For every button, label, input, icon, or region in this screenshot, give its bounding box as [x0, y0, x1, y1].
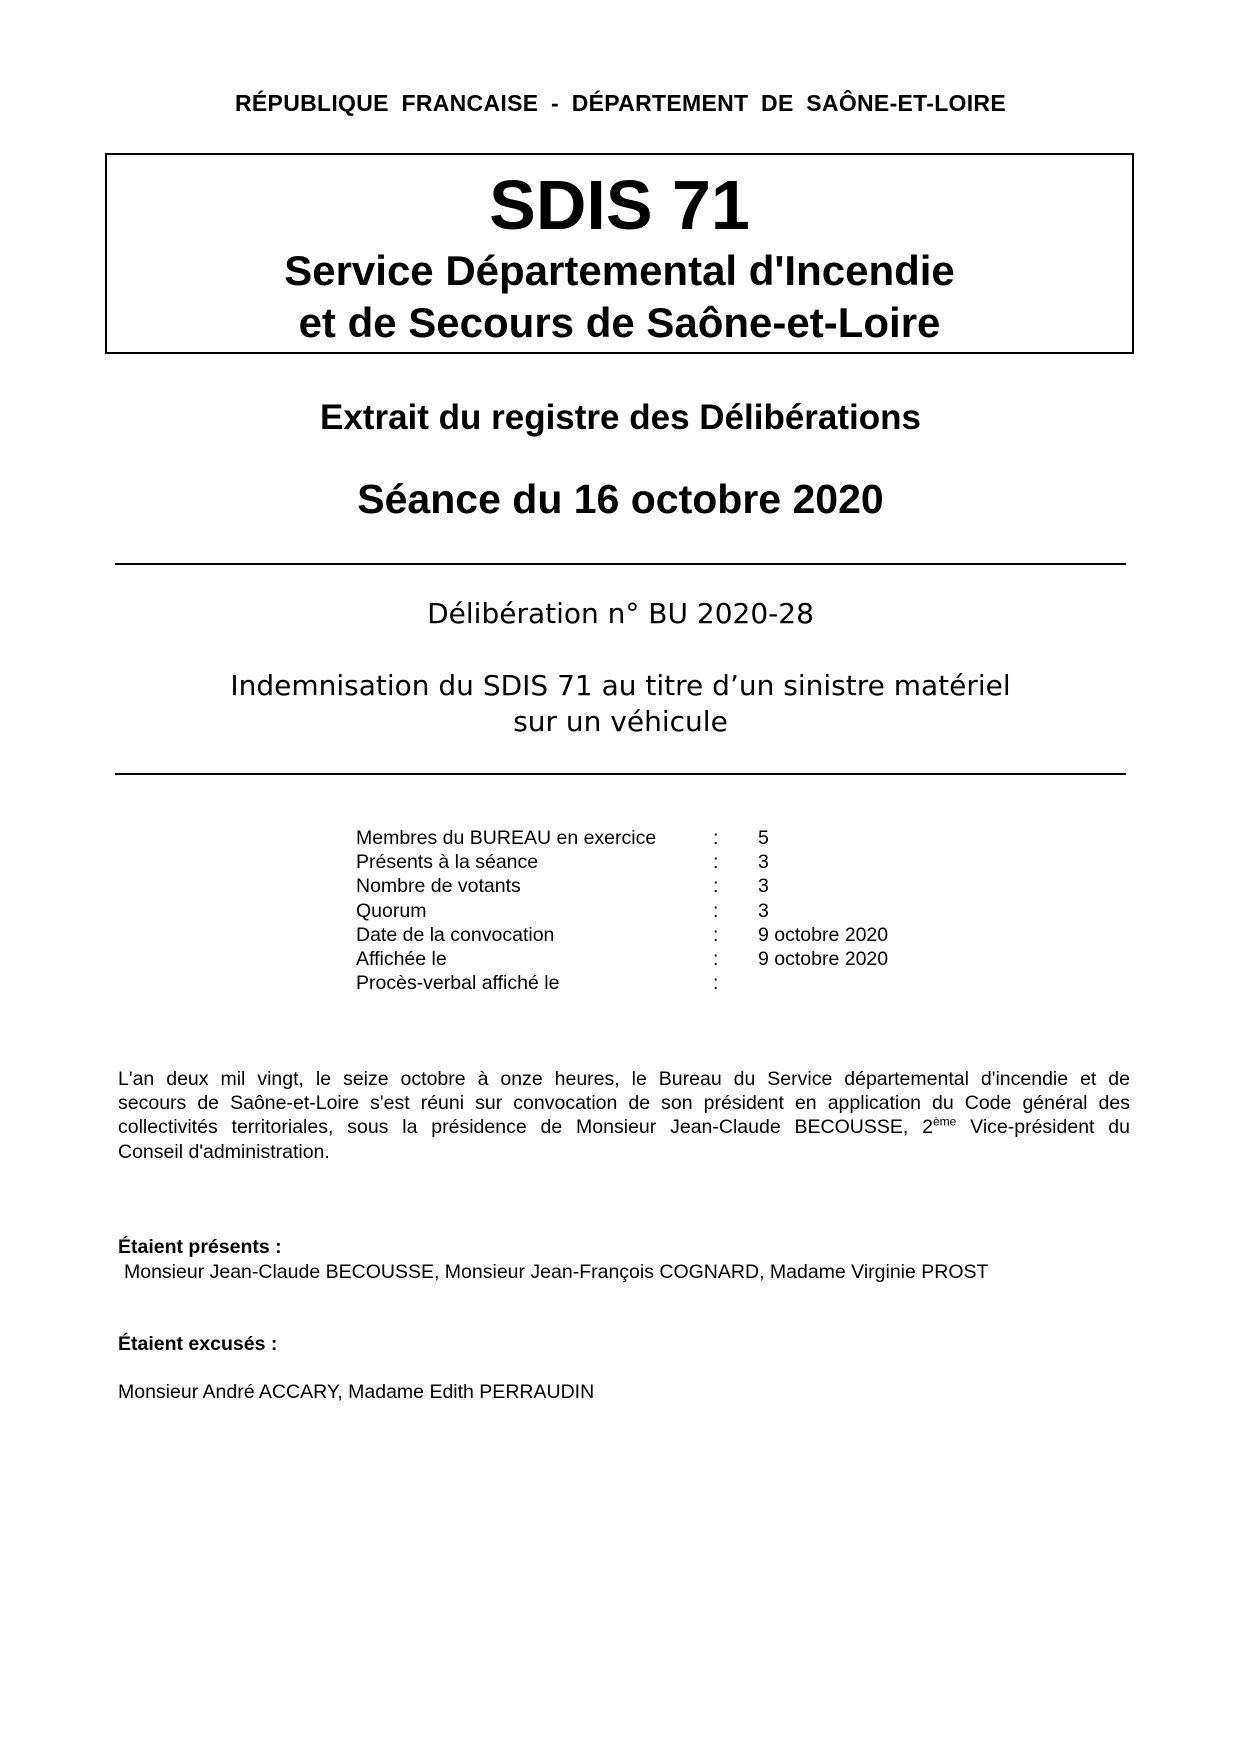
- summary-colon: :: [713, 827, 719, 849]
- summary-value: 3: [758, 875, 769, 898]
- deliberation-number: Délibération n° BU 2020-28: [427, 597, 814, 630]
- preamble-text: collectivités territoriales, sous la présidence de Monsieur Jean-Claude BECOUSSE, 2: [118, 1116, 933, 1139]
- summary-label: Quorum: [356, 899, 427, 922]
- summary-colon: :: [713, 851, 719, 874]
- summary-row: [356, 874, 916, 898]
- summary-colon: :: [713, 972, 719, 995]
- summary-value: 9 octobre 2020: [758, 923, 889, 946]
- summary-label: Membres du BUREAU en exercice: [356, 827, 657, 849]
- preamble-line: [118, 1115, 1130, 1139]
- summary-value: 5: [758, 827, 769, 849]
- title-box: [105, 153, 1134, 354]
- summary-row: [356, 899, 916, 923]
- presents-heading: Étaient présents :: [118, 1236, 282, 1258]
- organization-name-line2: et de Secours de Saône-et-Loire: [298, 299, 941, 346]
- summary-row: [356, 923, 916, 947]
- organization-title: SDIS 71: [489, 166, 750, 244]
- subject-line: Indemnisation du SDIS 71 au titre d’un sinistre matériel: [230, 669, 1011, 702]
- summary-value: 3: [758, 899, 769, 922]
- summary-label: Affichée le: [356, 947, 447, 970]
- excuses-heading: Étaient excusés :: [118, 1333, 278, 1355]
- divider-bottom: [115, 773, 1126, 775]
- preamble-line: Conseil d'administration.: [118, 1140, 330, 1163]
- republic-header: RÉPUBLIQUE FRANCAISE - DÉPARTEMENT DE SAÔNE-ET-LOIRE: [235, 90, 1006, 116]
- ordinal-superscript: ème: [932, 1114, 957, 1129]
- attendance-summary: [356, 826, 916, 995]
- organization-name-line1: Service Départemental d'Incendie: [284, 247, 955, 294]
- excuses-names: Monsieur André ACCARY, Madame Edith PERRAUDIN: [118, 1381, 595, 1403]
- summary-value: 9 octobre 2020: [758, 947, 889, 970]
- summary-label: Présents à la séance: [356, 851, 539, 874]
- summary-colon: :: [713, 899, 719, 922]
- summary-colon: :: [713, 875, 719, 898]
- session-date-heading: Séance du 16 octobre 2020: [357, 476, 884, 522]
- summary-row: [356, 947, 916, 971]
- presents-names: Monsieur Jean-Claude BECOUSSE, Monsieur Jean-François COGNARD, Madame Virginie PROST: [124, 1261, 989, 1283]
- summary-row: [356, 826, 916, 850]
- preamble-line: L'an deux mil vingt, le seize octobre à onze heures, le Bureau du Service départemental d'incendie et de: [118, 1068, 1130, 1090]
- preamble-paragraph: [118, 1067, 1130, 1164]
- summary-value: 3: [758, 851, 769, 874]
- summary-colon: :: [713, 947, 719, 970]
- deliberation-subject: [0, 668, 1241, 740]
- summary-row: [356, 971, 916, 995]
- preamble-text: Vice-président du: [956, 1116, 1130, 1139]
- summary-label: Date de la convocation: [356, 923, 555, 946]
- preamble-line: secours de Saône-et-Loire s'est réuni sur convocation de son président en application du Code général des: [118, 1092, 1130, 1115]
- summary-label: Procès-verbal affiché le: [356, 972, 560, 995]
- summary-label: Nombre de votants: [356, 875, 521, 898]
- register-extract-heading: Extrait du registre des Délibérations: [319, 398, 921, 437]
- subject-line: sur un véhicule: [513, 705, 728, 738]
- divider-top: [115, 563, 1126, 565]
- summary-row: [356, 850, 916, 874]
- summary-colon: :: [713, 923, 719, 946]
